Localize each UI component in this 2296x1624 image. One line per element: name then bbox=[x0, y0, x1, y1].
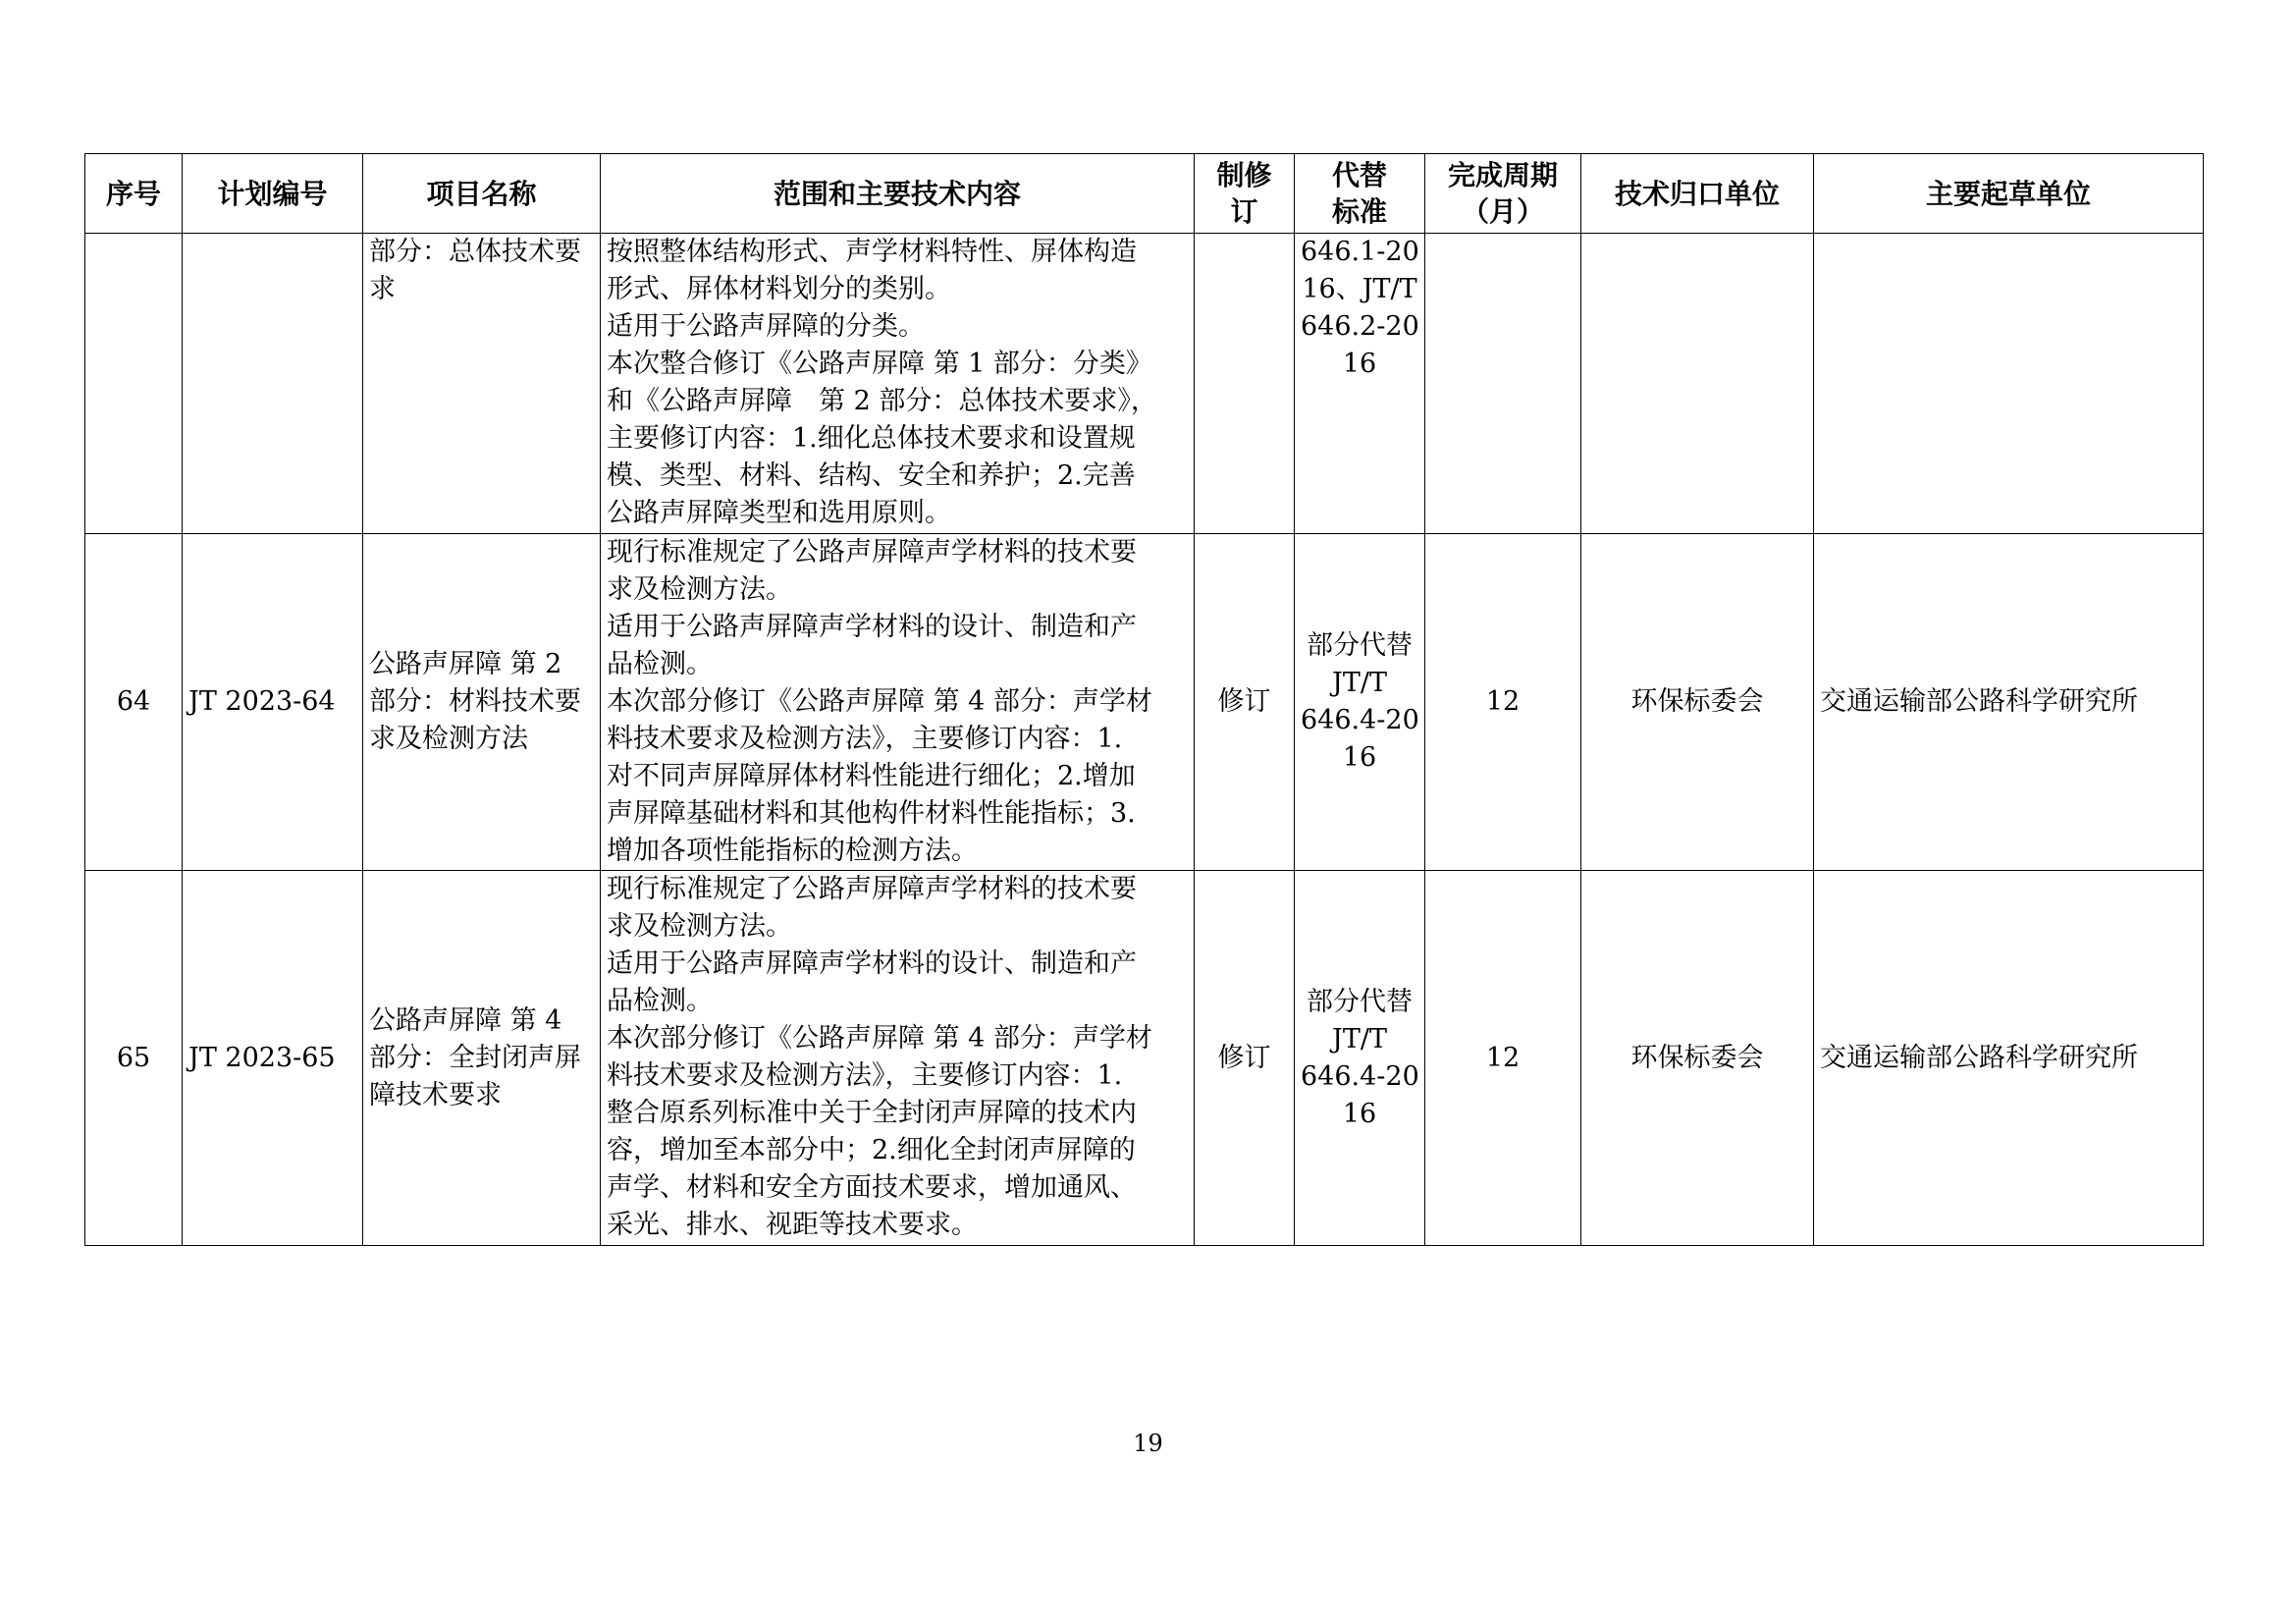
cell-revision: 修订 bbox=[1195, 871, 1295, 1246]
header-replace-standard: 代替 标准 bbox=[1295, 154, 1425, 234]
cell-tech-unit bbox=[1581, 234, 1814, 534]
header-period: 完成周期 （月） bbox=[1425, 154, 1581, 234]
cell-replace-standard: 646.1-20 16、JT/T 646.2-20 16 bbox=[1295, 234, 1425, 534]
cell-period: 12 bbox=[1425, 534, 1581, 871]
table-header-row bbox=[85, 154, 2204, 234]
cell-scope-content: 按照整体结构形式、声学材料特性、屏体构造 形式、屏体材料划分的类别。 适用于公路声屏障的分类。 本次整合修订《公路声屏障 第 1 部分：分类》 和《公路声屏障 第 2 部分：总体技术要求》， 主要修订内容：1.细化总体技术要求和设置规 模、类型、材料、结构、安全和养护；2.完善 公路声屏障类型和选用原则。 bbox=[601, 234, 1195, 534]
cell-drafter: 交通运输部公路科学研究所 bbox=[1814, 534, 2204, 871]
page-number: 19 bbox=[1133, 1430, 1163, 1457]
cell-drafter: 交通运输部公路科学研究所 bbox=[1814, 871, 2204, 1246]
cell-drafter bbox=[1814, 234, 2204, 534]
header-scope-content: 范围和主要技术内容 bbox=[601, 154, 1195, 234]
cell-revision: 修订 bbox=[1195, 534, 1295, 871]
table-row bbox=[85, 871, 2204, 1246]
header-drafter: 主要起草单位 bbox=[1814, 154, 2204, 234]
cell-seq bbox=[85, 234, 183, 534]
cell-scope-content: 现行标准规定了公路声屏障声学材料的技术要 求及检测方法。 适用于公路声屏障声学材料的设计、制造和产 品检测。 本次部分修订《公路声屏障 第 4 部分：声学材 料技术要求及检测方法》，主要修订内容：1. 整合原系列标准中关于全封闭声屏障的技术内 容，增加至本部分中；2.细化全封闭声屏障的 声学、材料和安全方面技术要求，增加通风、 采光、排水、视距等技术要求。 bbox=[601, 871, 1195, 1246]
cell-plan-no: JT 2023-64 bbox=[183, 534, 363, 871]
cell-scope-content: 现行标准规定了公路声屏障声学材料的技术要 求及检测方法。 适用于公路声屏障声学材料的设计、制造和产 品检测。 本次部分修订《公路声屏障 第 4 部分：声学材 料技术要求及检测方法》，主要修订内容：1. 对不同声屏障屏体材料性能进行细化；2.增加 声屏障基础材料和其他构件材料性能指标；3. 增加各项性能指标的检测方法。 bbox=[601, 534, 1195, 871]
header-project-name: 项目名称 bbox=[363, 154, 601, 234]
cell-seq: 64 bbox=[85, 534, 183, 871]
header-plan-no: 计划编号 bbox=[183, 154, 363, 234]
table-row bbox=[85, 534, 2204, 871]
cell-tech-unit: 环保标委会 bbox=[1581, 871, 1814, 1246]
cell-replace-standard: 部分代替 JT/T 646.4-20 16 bbox=[1295, 534, 1425, 871]
cell-plan-no bbox=[183, 234, 363, 534]
cell-project-name: 部分：总体技术要 求 bbox=[363, 234, 601, 534]
cell-tech-unit: 环保标委会 bbox=[1581, 534, 1814, 871]
header-tech-unit: 技术归口单位 bbox=[1581, 154, 1814, 234]
cell-period: 12 bbox=[1425, 871, 1581, 1246]
cell-revision bbox=[1195, 234, 1295, 534]
cell-replace-standard: 部分代替 JT/T 646.4-20 16 bbox=[1295, 871, 1425, 1246]
cell-project-name: 公路声屏障 第 2 部分：材料技术要 求及检测方法 bbox=[363, 534, 601, 871]
cell-plan-no: JT 2023-65 bbox=[183, 871, 363, 1246]
cell-period bbox=[1425, 234, 1581, 534]
header-revision: 制修 订 bbox=[1195, 154, 1295, 234]
cell-seq: 65 bbox=[85, 871, 183, 1246]
cell-project-name: 公路声屏障 第 4 部分：全封闭声屏 障技术要求 bbox=[363, 871, 601, 1246]
table-row bbox=[85, 234, 2204, 534]
standards-plan-table bbox=[84, 153, 2204, 1246]
header-seq: 序号 bbox=[85, 154, 183, 234]
